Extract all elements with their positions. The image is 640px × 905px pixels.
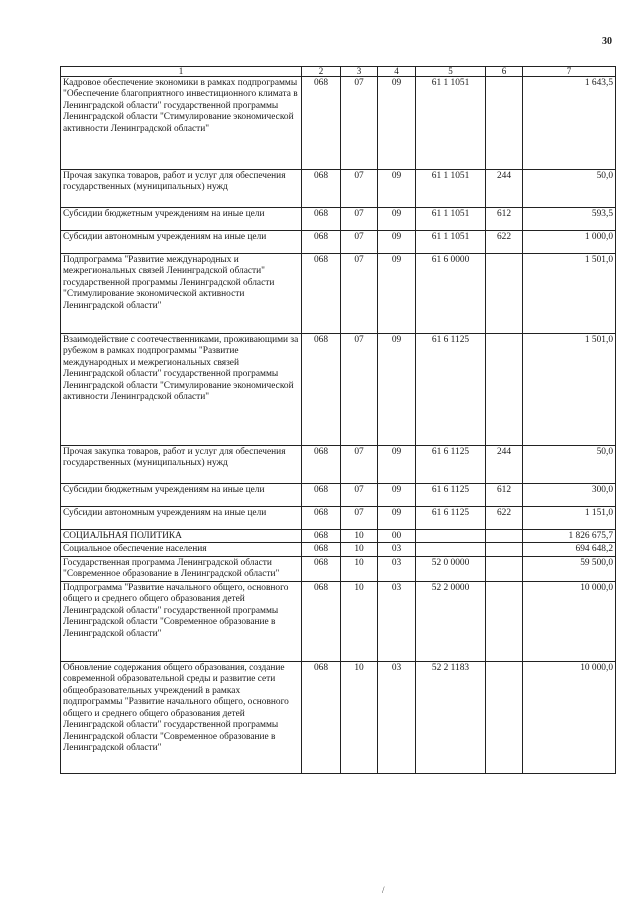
row-name: Социальное обеспечение населения [61, 543, 302, 556]
table-row [61, 254, 616, 334]
row-name: Субсидии автономным учреждениям на иные цели [61, 507, 302, 530]
row-vr [486, 77, 523, 170]
row-pr: 03 [378, 556, 416, 581]
row-grbs: 068 [302, 334, 341, 446]
header-col-5: 5 [416, 67, 486, 77]
row-rz: 10 [341, 556, 378, 581]
row-name: Подпрограмма "Развитие международных и межрегиональных связей Ленинградской области" государственной программы Ленинградской области "Стимулирование экономической активности Ленинградской области" [61, 254, 302, 334]
row-sum: 10 000,0 [523, 661, 616, 773]
row-rz: 07 [341, 77, 378, 170]
budget-table [60, 66, 616, 774]
table-row [61, 507, 616, 530]
row-grbs: 068 [302, 208, 341, 231]
row-vr [486, 254, 523, 334]
scan-mark: / [382, 885, 385, 895]
row-grbs: 068 [302, 254, 341, 334]
row-pr: 09 [378, 208, 416, 231]
row-name: Государственная программа Ленинградской области "Современное образование в Ленинградской области" [61, 556, 302, 581]
row-rz: 07 [341, 254, 378, 334]
page-number: 30 [602, 36, 612, 47]
row-pr: 09 [378, 446, 416, 484]
row-pr: 09 [378, 254, 416, 334]
row-rz: 07 [341, 231, 378, 254]
row-name: Подпрограмма "Развитие начального общего, основного общего и среднего общего образования детей Ленинградской области" государственной программы Ленинградской области "Современное образование в Ленинградской области" [61, 581, 302, 661]
row-name: СОЦИАЛЬНАЯ ПОЛИТИКА [61, 530, 302, 543]
row-rz: 07 [341, 507, 378, 530]
row-pr: 00 [378, 530, 416, 543]
table-row [61, 530, 616, 543]
header-col-6: 6 [486, 67, 523, 77]
row-name: Субсидии бюджетным учреждениям на иные цели [61, 208, 302, 231]
row-name: Прочая закупка товаров, работ и услуг для обеспечения государственных (муниципальных) нужд [61, 446, 302, 484]
row-pr: 03 [378, 661, 416, 773]
row-name: Субсидии бюджетным учреждениям на иные цели [61, 484, 302, 507]
row-vr: 612 [486, 484, 523, 507]
row-sum: 1 501,0 [523, 254, 616, 334]
header-col-4: 4 [378, 67, 416, 77]
row-grbs: 068 [302, 507, 341, 530]
row-grbs: 068 [302, 556, 341, 581]
row-sum: 300,0 [523, 484, 616, 507]
row-pr: 09 [378, 231, 416, 254]
row-grbs: 068 [302, 543, 341, 556]
table-row [61, 77, 616, 170]
header-col-7: 7 [523, 67, 616, 77]
row-pr: 09 [378, 334, 416, 446]
table-row [61, 446, 616, 484]
row-vr: 244 [486, 170, 523, 208]
row-vr [486, 581, 523, 661]
header-col-2: 2 [302, 67, 341, 77]
row-grbs: 068 [302, 446, 341, 484]
header-col-3: 3 [341, 67, 378, 77]
row-csr [416, 543, 486, 556]
row-rz: 10 [341, 543, 378, 556]
row-sum: 593,5 [523, 208, 616, 231]
row-rz: 10 [341, 661, 378, 773]
row-csr: 61 1 1051 [416, 170, 486, 208]
row-csr: 61 1 1051 [416, 231, 486, 254]
row-vr: 622 [486, 507, 523, 530]
row-name: Обновление содержания общего образования, создание современной образовательной среды и развитие сети общеобразовательных учреждений в рамках подпрограммы "Развитие начального общего, основного общего и среднего общего образования детей Ленинградской области" государственной программы Ленинградской области "Современное образование в Ленинградской области" [61, 661, 302, 773]
table-row [61, 556, 616, 581]
row-rz: 07 [341, 208, 378, 231]
header-row [61, 67, 616, 77]
table-row [61, 581, 616, 661]
row-grbs: 068 [302, 231, 341, 254]
row-grbs: 068 [302, 484, 341, 507]
row-grbs: 068 [302, 170, 341, 208]
table-row [61, 543, 616, 556]
row-name: Взаимодействие с соотечественниками, проживающими за рубежом в рамках подпрограммы "Развитие международных и межрегиональных связей Ленинградской области" государственной программы Ленинградской области "Стимулирование экономической активности Ленинградской области" [61, 334, 302, 446]
row-pr: 03 [378, 543, 416, 556]
table-row [61, 170, 616, 208]
row-grbs: 068 [302, 581, 341, 661]
row-csr: 61 6 1125 [416, 446, 486, 484]
row-csr: 52 2 0000 [416, 581, 486, 661]
row-vr: 622 [486, 231, 523, 254]
row-csr: 61 6 1125 [416, 507, 486, 530]
header-col-1: 1 [61, 67, 302, 77]
row-vr: 244 [486, 446, 523, 484]
row-sum: 694 648,2 [523, 543, 616, 556]
row-sum: 1 000,0 [523, 231, 616, 254]
row-rz: 07 [341, 334, 378, 446]
row-sum: 59 500,0 [523, 556, 616, 581]
row-pr: 09 [378, 77, 416, 170]
row-rz: 07 [341, 484, 378, 507]
row-rz: 10 [341, 581, 378, 661]
row-vr [486, 543, 523, 556]
row-pr: 03 [378, 581, 416, 661]
row-csr: 61 6 1125 [416, 484, 486, 507]
row-csr: 61 1 1051 [416, 77, 486, 170]
row-csr [416, 530, 486, 543]
row-grbs: 068 [302, 530, 341, 543]
row-sum: 1 151,0 [523, 507, 616, 530]
row-vr [486, 661, 523, 773]
row-vr [486, 530, 523, 543]
row-pr: 09 [378, 484, 416, 507]
table-row [61, 334, 616, 446]
table-row [61, 661, 616, 773]
row-name: Прочая закупка товаров, работ и услуг для обеспечения государственных (муниципальных) нужд [61, 170, 302, 208]
row-grbs: 068 [302, 77, 341, 170]
row-name: Кадровое обеспечение экономики в рамках подпрограммы "Обеспечение благоприятного инвестиционного климата в Ленинградской области" государственной программы Ленинградской области "Стимулирование экономической активности Ленинградской области" [61, 77, 302, 170]
row-name: Субсидии автономным учреждениям на иные цели [61, 231, 302, 254]
row-pr: 09 [378, 507, 416, 530]
row-sum: 1 643,5 [523, 77, 616, 170]
row-grbs: 068 [302, 661, 341, 773]
row-vr [486, 556, 523, 581]
row-csr: 52 0 0000 [416, 556, 486, 581]
row-vr: 612 [486, 208, 523, 231]
row-sum: 50,0 [523, 170, 616, 208]
row-sum: 1 826 675,7 [523, 530, 616, 543]
row-rz: 07 [341, 446, 378, 484]
row-csr: 52 2 1183 [416, 661, 486, 773]
row-sum: 10 000,0 [523, 581, 616, 661]
row-csr: 61 1 1051 [416, 208, 486, 231]
row-sum: 50,0 [523, 446, 616, 484]
row-csr: 61 6 0000 [416, 254, 486, 334]
row-rz: 07 [341, 170, 378, 208]
table-row [61, 484, 616, 507]
row-csr: 61 6 1125 [416, 334, 486, 446]
row-rz: 10 [341, 530, 378, 543]
table-row [61, 231, 616, 254]
row-sum: 1 501,0 [523, 334, 616, 446]
table-row [61, 208, 616, 231]
row-vr [486, 334, 523, 446]
row-pr: 09 [378, 170, 416, 208]
